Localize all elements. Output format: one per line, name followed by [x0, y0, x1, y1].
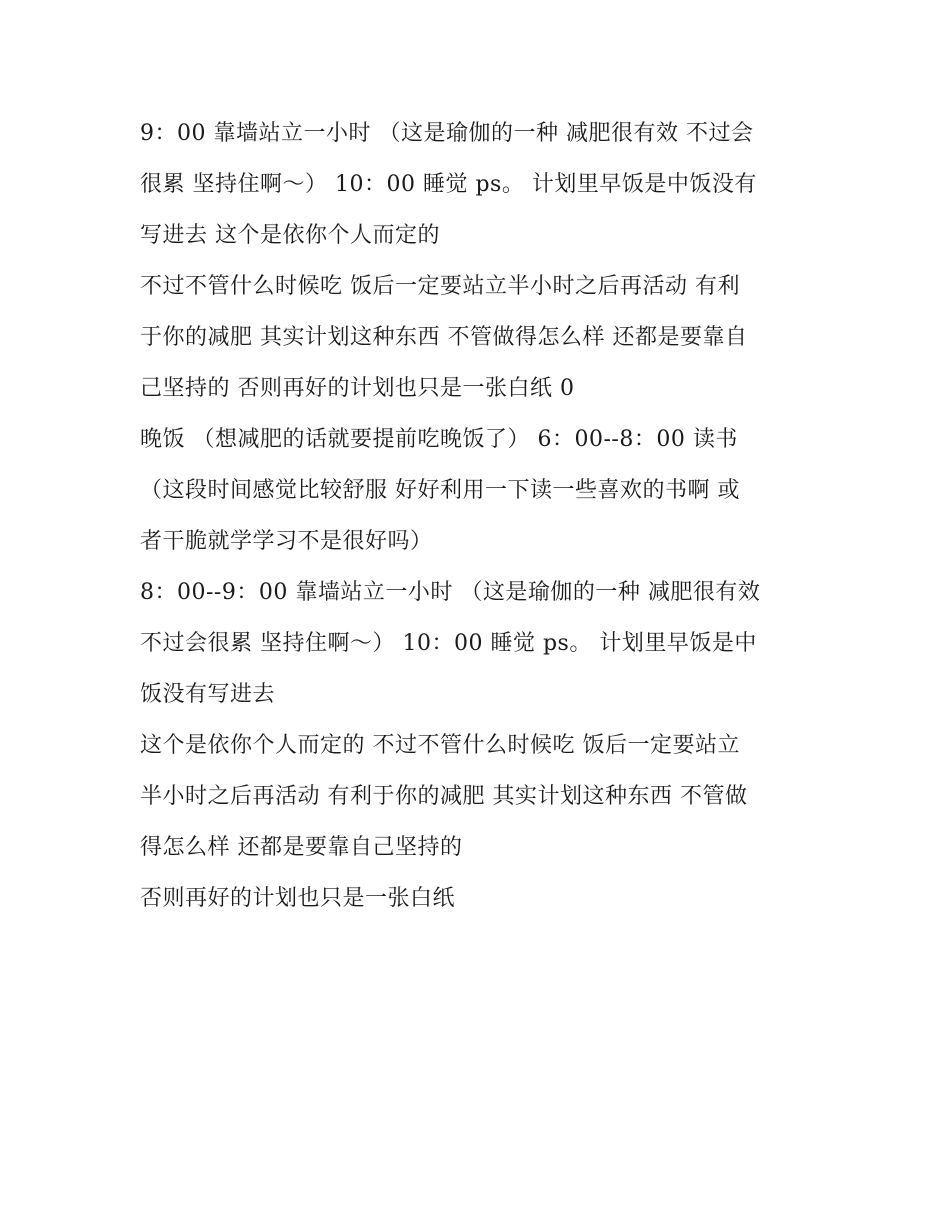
text-line: 9：00 靠墙站立一小时 （这是瑜伽的一种 减肥很有效 不过会	[140, 121, 754, 146]
text-line: 不过不管什么时候吃 饭后一定要站立半小时之后再活动 有利	[140, 274, 740, 299]
text-line: 这个是依你个人而定的 不过不管什么时候吃 饭后一定要站立	[140, 733, 740, 758]
text-line: 8：00--9：00 靠墙站立一小时 （这是瑜伽的一种 减肥很有效	[140, 580, 761, 605]
text-line: 很累 坚持住啊～） 10：00 睡觉 ps。 计划里早饭是中饭没有	[140, 172, 757, 197]
text-line: 写进去 这个是依你个人而定的	[140, 223, 440, 248]
text-line: 不过会很累 坚持住啊～） 10：00 睡觉 ps。 计划里早饭是中	[140, 631, 757, 656]
text-line: 于你的减肥 其实计划这种东西 不管做得怎么样 还都是要靠自	[140, 325, 748, 350]
text-line: 晚饭 （想减肥的话就要提前吃晚饭了） 6：00--8：00 读书	[140, 427, 738, 452]
text-line: 得怎么样 还都是要靠自己坚持的	[140, 835, 463, 860]
text-line: （这段时间感觉比较舒服 好好利用一下读一些喜欢的书啊 或	[140, 478, 740, 503]
text-line: 者干脆就学学习不是很好吗）	[140, 529, 433, 554]
document-body	[140, 108, 820, 924]
text-line: 饭没有写进去	[140, 682, 276, 707]
text-line: 否则再好的计划也只是一张白纸	[140, 886, 456, 911]
text-line: 己坚持的 否则再好的计划也只是一张白纸 0	[140, 376, 575, 401]
text-line: 半小时之后再活动 有利于你的减肥 其实计划这种东西 不管做	[140, 784, 748, 809]
